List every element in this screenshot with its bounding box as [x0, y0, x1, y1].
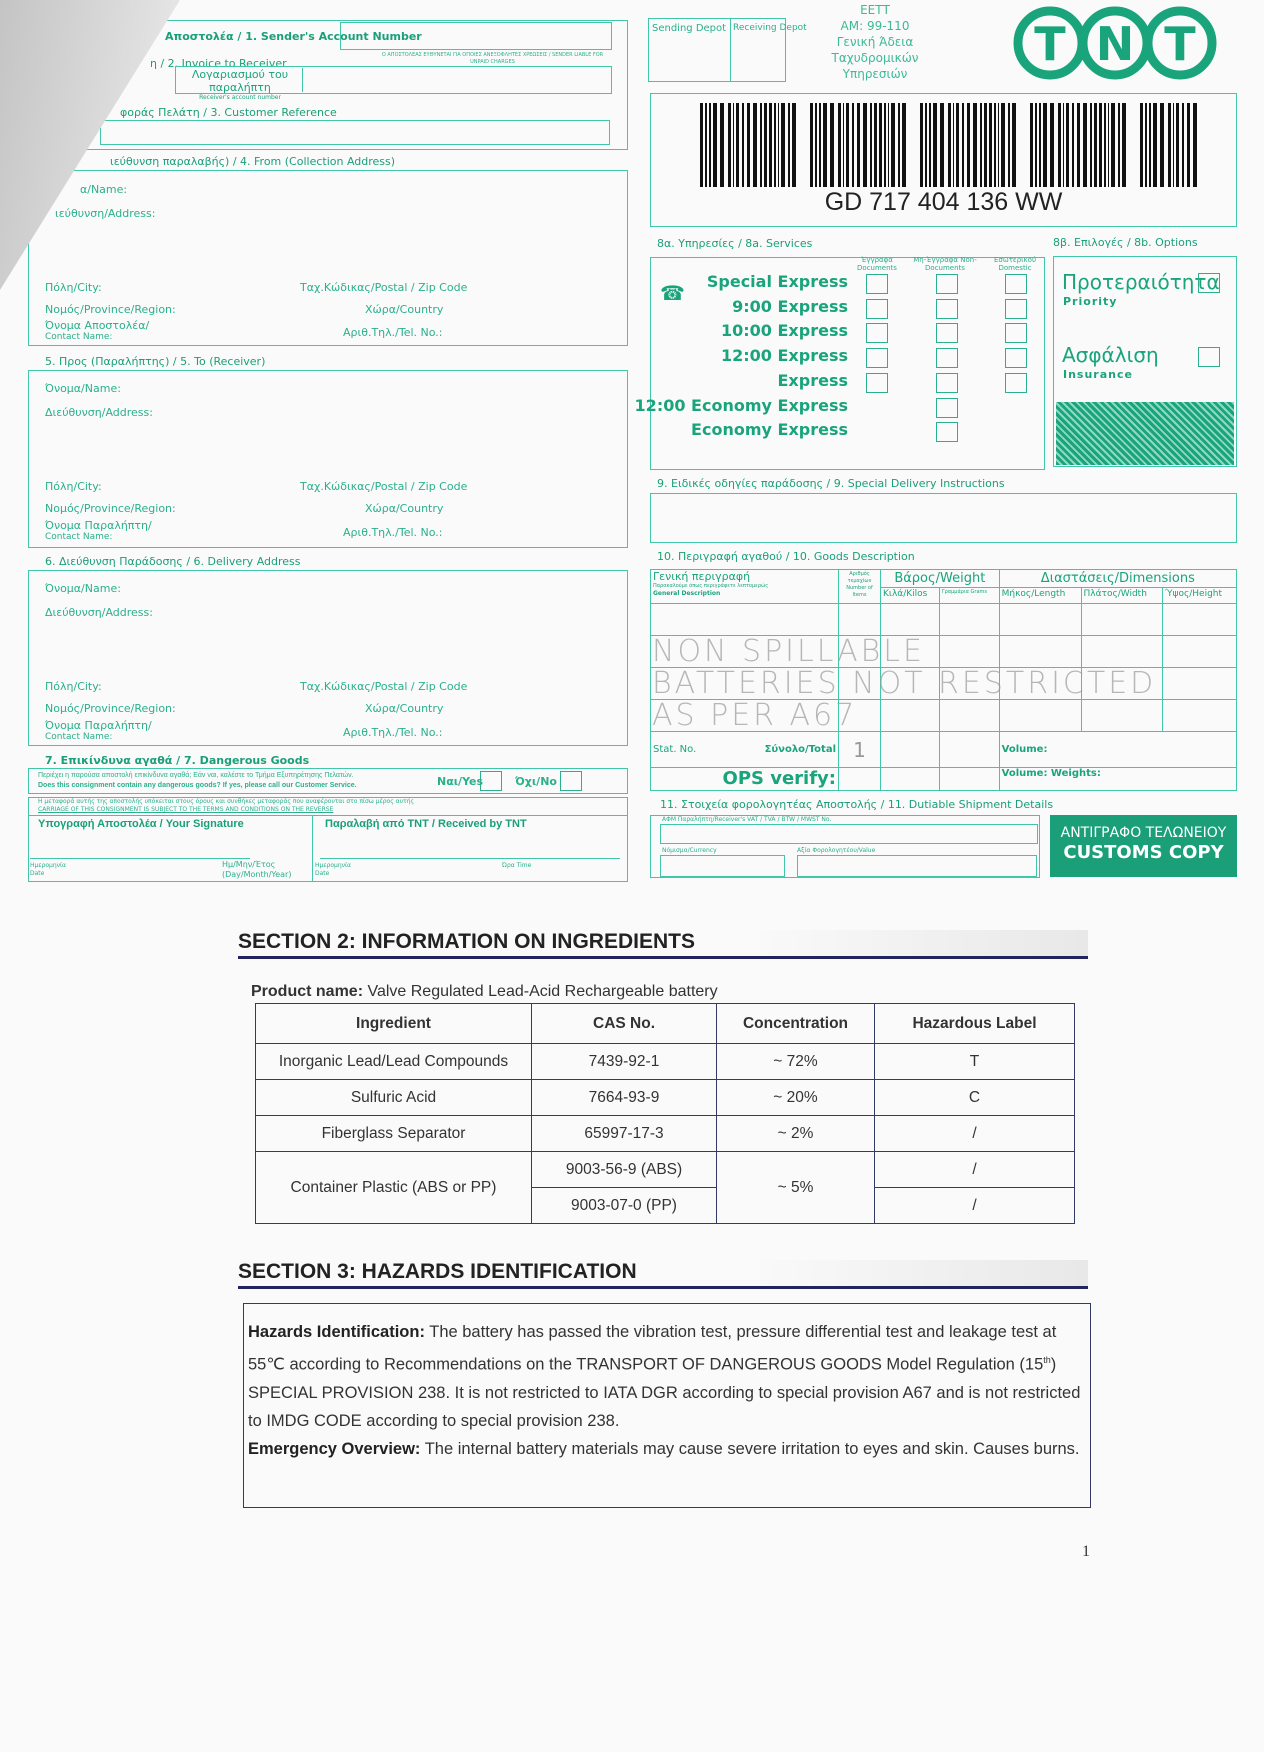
barcode-bar	[940, 103, 944, 187]
barcode-bar	[929, 103, 931, 187]
column-header: CAS No.	[532, 1004, 717, 1044]
sending-depot-label: Sending Depot	[652, 23, 727, 34]
dangerous-label: 7. Επικίνδυνα αγαθά / 7. Dangerous Goods	[45, 754, 310, 767]
col-documents: Έγγραφα Documents	[857, 256, 897, 272]
general-desc-label: Γενική περιγραφή	[653, 570, 751, 583]
ops-verify-label: OPS verify:	[651, 768, 839, 791]
barcode-bar	[846, 103, 849, 187]
barcode-bar	[994, 103, 996, 187]
barcode-bar	[879, 103, 882, 187]
from-label: ιεύθυνση παραλαβής) / 4. From (Collection Address)	[110, 155, 396, 168]
from-name-label: α/Name:	[80, 183, 128, 196]
service-checkbox[interactable]	[866, 274, 888, 294]
table-row	[256, 1152, 1075, 1188]
to-city-label: Πόλη/City:	[45, 480, 102, 493]
cas-cell: 65997-17-3	[532, 1116, 717, 1152]
goods-label: 10. Περιγραφή αγαθού / 10. Goods Description	[657, 550, 915, 563]
dmy-label: Ημ/Μην/Έτος (Day/Month/Year)	[222, 860, 292, 879]
special-instructions-label: 9. Ειδικές οδηγίες παράδοσης / 9. Special Delivery Instructions	[657, 477, 1005, 490]
customer-ref-input[interactable]	[100, 120, 610, 145]
barcode-bar	[728, 103, 731, 187]
service-9-00-express: 9:00 Express	[732, 296, 848, 316]
dutiable-label: 11. Στοιχεία φορολογητέας Αποστολής / 11. Dutiable Shipment Details	[660, 798, 1054, 811]
barcode-bar	[736, 103, 739, 187]
from-contact-en: Contact Name:	[45, 332, 113, 342]
date-label: Ημερομηνία Date	[30, 862, 67, 877]
barcode-bar	[998, 103, 999, 187]
service-checkbox[interactable]	[936, 398, 958, 418]
barcode-bar	[819, 103, 821, 187]
service-checkbox[interactable]	[1005, 299, 1027, 319]
barcode-bar	[810, 103, 813, 187]
service-checkbox[interactable]	[866, 323, 888, 343]
hazards-box	[243, 1303, 1091, 1508]
service-checkbox[interactable]	[936, 373, 958, 393]
signature-label: Υπογραφή Αποστολέα / Your Signature	[38, 818, 244, 830]
service-checkbox[interactable]	[1005, 274, 1027, 294]
length-header: Μήκος/Length	[999, 588, 1081, 604]
stat-no-label: Stat. No.	[653, 744, 697, 755]
barcode-bar	[760, 103, 762, 187]
sender-liable-note: Ο ΑΠΟΣΤΟΛΕΑΣ ΕΥΘΥΝΕΤΑΙ ΓΙΑ ΟΠΟΙΕΣ ΑΝΕΞΟΦΛΗΤΕΣ ΧΡΕΩΣΕΙΣ / SENDER LIABLE FOR UNPAID CHARGES	[381, 52, 604, 65]
received-by-label: Παραλαβή από TNT / Received by TNT	[325, 818, 527, 830]
service-12-00-economy-express: 12:00 Economy Express	[634, 395, 848, 415]
barcode-bar	[1039, 103, 1041, 187]
priority-en: Priority	[1063, 295, 1118, 308]
receiver-account-gr: Λογαριασμού του παραλήπτη	[191, 68, 289, 94]
concentration-cell: ~ 20%	[717, 1080, 875, 1116]
to-contact-en: Contact Name:	[45, 532, 113, 542]
hazards-label: Hazards Identification:	[248, 1323, 425, 1341]
delivery-contact-en: Contact Name:	[45, 732, 113, 742]
hazards-text-2: ) SPECIAL PROVISION 238. It is not restricted to IATA DGR according to special provision A67 and is not restricted to IMDG CODE according to special provision 238.	[248, 1355, 1081, 1430]
priority-label: Προτεραιότητα	[1062, 270, 1220, 294]
customs-copy-gr: ΑΝΤΙΓΡΑΦΟ ΤΕΛΩΝΕΙΟΥ	[1060, 825, 1227, 841]
service-checkbox[interactable]	[866, 373, 888, 393]
concentration-cell: ~ 5%	[717, 1152, 875, 1224]
license-line: ΕΕΤΤ	[860, 3, 890, 17]
customs-copy-badge	[1050, 815, 1237, 877]
column-header: Concentration	[717, 1004, 875, 1044]
from-postal-label: Ταχ.Κώδικας/Postal / Zip Code	[300, 281, 468, 294]
svg-text:N: N	[1095, 17, 1135, 71]
delivery-tel-label: Αριθ.Τηλ./Tel. No.:	[343, 726, 443, 739]
volume-weights-label: Volume: Weights:	[999, 768, 1236, 791]
license-line: Ταχυδρομικών	[831, 51, 919, 65]
barcode-bar	[1140, 103, 1143, 187]
delivery-country-label: Χώρα/Country	[365, 702, 444, 715]
barcode-bar	[863, 103, 867, 187]
insurance-label: Ασφάλιση	[1062, 343, 1159, 367]
hazard-label-cell: /	[875, 1188, 1075, 1224]
barcode-bar	[830, 103, 834, 187]
license-line: Υπηρεσιών	[842, 67, 908, 81]
barcode-bar	[973, 103, 977, 187]
handwritten-line: AS PER A67	[652, 698, 858, 733]
barcode-bar	[925, 103, 927, 187]
service-checkbox[interactable]	[866, 299, 888, 319]
received-line[interactable]	[320, 858, 620, 859]
receiver-account-en: Receiver's account number	[199, 94, 281, 101]
barcode-bar	[1118, 103, 1120, 187]
barcode-bar	[843, 103, 844, 187]
product-name	[251, 982, 718, 1001]
table-row	[256, 1116, 1075, 1152]
delivery-city-label: Πόλη/City:	[45, 680, 102, 693]
cas-cell: 7439-92-1	[532, 1044, 717, 1080]
no-label: Όχι/No	[515, 775, 557, 788]
total-items-value: 1	[839, 732, 881, 768]
barcode-bar	[1111, 103, 1115, 187]
customs-copy-en: CUSTOMS COPY	[1063, 842, 1224, 863]
barcode-bar	[1104, 103, 1106, 187]
service-checkbox[interactable]	[936, 348, 958, 368]
service-checkbox[interactable]	[866, 348, 888, 368]
barcode-bar	[1012, 103, 1016, 187]
volume-label: Volume:	[999, 732, 1236, 768]
barcode-bar	[709, 103, 711, 187]
service-express: Express	[777, 370, 848, 390]
to-address-label: Διεύθυνση/Address:	[45, 406, 153, 419]
svg-text:T: T	[1034, 17, 1066, 71]
barcode-bar	[700, 103, 703, 187]
license-line: Γενική Άδεια	[836, 35, 914, 49]
barcode-bar	[874, 103, 877, 187]
barcode-bar	[753, 103, 757, 187]
barcode-bar	[815, 103, 817, 187]
ingredients-table	[255, 1003, 1075, 1224]
hazard-label-cell: C	[875, 1080, 1075, 1116]
barcode-bar	[1090, 103, 1092, 187]
barcode-bar	[1160, 103, 1164, 187]
weight-header: Βάρος/Weight	[881, 570, 1000, 588]
barcode-bar	[1072, 103, 1074, 187]
concentration-cell: ~ 2%	[717, 1116, 875, 1152]
service-checkbox[interactable]	[1005, 323, 1027, 343]
barcode-bar	[1108, 103, 1109, 187]
barcode-bar	[902, 103, 906, 187]
to-name-label: Όνομα/Name:	[45, 382, 121, 395]
section-3-title: SECTION 3: HAZARDS IDENTIFICATION	[238, 1260, 1088, 1289]
barcode-bar	[888, 103, 889, 187]
barcode-bar	[980, 103, 982, 187]
barcode-bar	[989, 103, 992, 187]
currency-input[interactable]	[660, 855, 785, 877]
service-10-00-express: 10:00 Express	[721, 321, 848, 341]
barcode-bar	[1145, 103, 1147, 187]
receiving-depot-label: Receiving Depot	[733, 23, 807, 33]
barcode-bar	[713, 103, 717, 187]
barcode-bar	[857, 103, 860, 187]
barcode-bar	[1168, 103, 1171, 187]
barcode-bar	[1077, 103, 1080, 187]
to-province-label: Νομός/Province/Region:	[45, 502, 176, 515]
barcode-bar	[953, 103, 954, 187]
barcode-bar	[747, 103, 750, 187]
general-desc-en: General Description	[653, 590, 721, 597]
service-checkbox[interactable]	[936, 299, 958, 319]
barcode-bar	[1050, 103, 1054, 187]
divider	[730, 18, 731, 82]
ingredient-cell: Fiberglass Separator	[256, 1116, 532, 1152]
barcode-bar	[1066, 103, 1069, 187]
from-city-label: Πόλη/City:	[45, 281, 102, 294]
barcode-bar	[778, 103, 779, 187]
dangerous-yes-checkbox[interactable]	[480, 771, 502, 791]
service-checkbox[interactable]	[1005, 373, 1027, 393]
barcode-bar	[898, 103, 900, 187]
service-checkbox[interactable]	[936, 323, 958, 343]
barcode-bar	[823, 103, 827, 187]
barcode-bar	[792, 103, 796, 187]
from-tel-label: Αριθ.Τηλ./Tel. No.:	[343, 326, 443, 339]
barcode-bar	[1149, 103, 1151, 187]
terms-en: CARRIAGE OF THIS CONSIGNMENT IS SUBJECT TO THE TERMS AND CONDITIONS ON THE REVERSE	[38, 806, 334, 813]
handwritten-line: BATTERIES NOT RESTRICTED	[652, 666, 1157, 701]
to-postal-label: Ταχ.Κώδικας/Postal / Zip Code	[300, 480, 468, 493]
hazards-sup: th	[1043, 1355, 1051, 1365]
to-contact-label: Όνομα Παραλήπτη/	[45, 519, 152, 532]
barcode-bar	[1122, 103, 1126, 187]
license-text	[825, 2, 925, 82]
dangerous-question-en: Does this consignment contain any dangerous goods? If yes, please call our Customer Service.	[38, 782, 357, 789]
hazard-label-cell: /	[875, 1116, 1075, 1152]
to-label: 5. Προς (Παραλήπτης) / 5. To (Receiver)	[45, 355, 266, 368]
handwritten-line: NON SPILLABLE	[652, 634, 925, 669]
insurance-en: Insurance	[1063, 368, 1133, 381]
service-checkbox[interactable]	[1005, 348, 1027, 368]
from-country-label: Χώρα/Country	[365, 303, 444, 316]
barcode-bar	[781, 103, 785, 187]
barcode-bar	[764, 103, 767, 187]
value-input[interactable]	[797, 855, 1037, 877]
services-label: 8α. Υπηρεσίες / 8a. Services	[657, 237, 813, 250]
product-name-value: Valve Regulated Lead-Acid Rechargeable battery	[367, 983, 718, 1000]
from-address-label: ιεύθυνση/Address:	[55, 207, 156, 220]
security-pattern	[1056, 402, 1234, 465]
barcode-bar	[933, 103, 937, 187]
insurance-checkbox[interactable]	[1198, 347, 1220, 367]
barcode-bar	[1058, 103, 1061, 187]
receiver-account-label	[178, 68, 303, 101]
delivery-label: 6. Διεύθυνση Παράδοσης / 6. Delivery Address	[45, 555, 301, 568]
handwritten-description	[652, 636, 1156, 732]
barcode-bar	[720, 103, 724, 187]
vat-label: ΑΦΜ Παραλήπτη/Receiver's VAT / TVA / BTW / MWST No.	[662, 816, 832, 823]
column-header: Ingredient	[256, 1004, 532, 1044]
priority-checkbox[interactable]	[1198, 273, 1220, 293]
barcode-bar	[1187, 103, 1190, 187]
barcode-bar	[788, 103, 790, 187]
barcode-bar	[1182, 103, 1184, 187]
ingredient-cell: Inorganic Lead/Lead Compounds	[256, 1044, 532, 1080]
phone-icon: ☎	[660, 283, 685, 305]
service-checkbox[interactable]	[936, 274, 958, 294]
barcode-bar	[984, 103, 987, 187]
barcode-bar	[884, 103, 886, 187]
dimensions-header: Διαστάσεις/Dimensions	[999, 570, 1236, 588]
services-list	[634, 270, 848, 460]
width-header: Πλάτος/Width	[1081, 588, 1163, 604]
barcode-bar	[1099, 103, 1102, 187]
barcode-bar	[1193, 103, 1197, 187]
options-label: 8β. Επιλογές / 8b. Options	[1053, 236, 1198, 249]
dangerous-no-checkbox[interactable]	[560, 771, 582, 791]
barcode-bar	[1173, 103, 1174, 187]
items-header: Αριθμός τεμαχίων Number of Items	[839, 570, 881, 604]
barcode-bar	[967, 103, 970, 187]
barcode-bar	[733, 103, 734, 187]
barcode-bar	[1153, 103, 1157, 187]
barcode-bar	[948, 103, 951, 187]
time-label: Ώρα Time	[502, 862, 532, 869]
barcode-bar	[1001, 103, 1005, 187]
total-label: Σύνολο/Total	[764, 744, 836, 755]
delivery-contact-label: Όνομα Παραλήπτη/	[45, 719, 152, 732]
cas-cell: 7664-93-9	[532, 1080, 717, 1116]
license-line: ΑΜ: 99-110	[840, 19, 910, 33]
barcode-bar	[1008, 103, 1010, 187]
column-header: Hazardous Label	[875, 1004, 1075, 1044]
barcode-bar	[1043, 103, 1047, 187]
ingredient-cell: Sulfuric Acid	[256, 1080, 532, 1116]
barcode-bar	[962, 103, 964, 187]
currency-label: Νόμισμα/Currency	[662, 847, 717, 854]
barcode-bar	[1083, 103, 1087, 187]
page-number: 1	[1082, 1543, 1090, 1560]
barcode-bar	[769, 103, 772, 187]
service-economy-express: Economy Express	[691, 420, 848, 440]
value-label: Αξία Φορολογητέου/Value	[797, 847, 876, 854]
col-domestic: Εσωτερικού Domestic	[994, 256, 1036, 272]
table-row	[256, 1044, 1075, 1080]
emergency-label: Emergency Overview:	[248, 1439, 421, 1458]
delivery-postal-label: Ταχ.Κώδικας/Postal / Zip Code	[300, 680, 468, 693]
svg-text:T: T	[1164, 17, 1196, 71]
service-special-express: Special Express	[706, 272, 848, 291]
height-header: Ύψος/Height	[1163, 588, 1237, 604]
delivery-address-label: Διεύθυνση/Address:	[45, 606, 153, 619]
received-date-label: Ημερομηνία Date	[315, 862, 352, 877]
tracking-number: GD 717 404 136 WW	[824, 188, 1063, 216]
divider	[312, 815, 313, 882]
delivery-province-label: Νομός/Province/Region:	[45, 702, 176, 715]
barcode-bar	[891, 103, 895, 187]
barcode	[688, 103, 1198, 187]
dangerous-question-gr: Περιέχει η παρούσα αποστολή επικίνδυνα αγαθά; Εάν ναι, καλέστε το Τμήμα Εξυπηρέτησης Πελατών.	[38, 772, 354, 779]
emergency-text: The internal battery materials may cause severe irritation to eyes and skin. Causes burns.	[420, 1439, 1080, 1458]
terms-gr: Η μεταφορά αυτής της αποστολής υπόκειται στους όρους και συνθήκες μεταφοράς που αναφέρονται στο πίσω μέρος αυτής	[38, 798, 415, 805]
from-province-label: Νομός/Province/Region:	[45, 303, 176, 316]
barcode-bar	[1030, 103, 1033, 187]
special-instructions-input[interactable]	[650, 493, 1237, 543]
concentration-cell: ~ 72%	[717, 1044, 875, 1080]
barcode-bar	[705, 103, 707, 187]
sender-account-input[interactable]	[340, 22, 612, 50]
barcode-bar	[1094, 103, 1097, 187]
hazard-label-cell: T	[875, 1044, 1075, 1080]
signature-line[interactable]	[30, 858, 250, 859]
customer-ref-label: φοράς Πελάτη / 3. Customer Reference	[120, 106, 337, 119]
delivery-name-label: Όνομα/Name:	[45, 582, 121, 595]
hazards-text: The battery has passed the vibration test, pressure differential test and leakage test at 55℃ according to Recommendations on the TRANSPORT OF DANGEROUS GOODS Model Regulation (15	[248, 1323, 1057, 1374]
barcode-bar	[852, 103, 854, 187]
barcode-bar	[870, 103, 872, 187]
service-checkbox[interactable]	[936, 422, 958, 442]
yes-label: Ναι/Yes	[437, 775, 484, 788]
grams-header: Γραμμάρια Grams	[939, 588, 999, 604]
barcode-bar	[1176, 103, 1179, 187]
cas-cell: 9003-07-0 (PP)	[532, 1188, 717, 1224]
service-12-00-express: 12:00 Express	[721, 346, 848, 366]
to-country-label: Χώρα/Country	[365, 502, 444, 515]
barcode-bar	[1063, 103, 1064, 187]
product-name-label: Product name:	[251, 983, 364, 1000]
table-row	[256, 1080, 1075, 1116]
barcode-bar	[956, 103, 959, 187]
divider	[28, 815, 628, 816]
invoice-receiver-label: η / 2. Invoice to Receiver	[150, 57, 287, 70]
cas-cell: 9003-56-9 (ABS)	[532, 1152, 717, 1188]
tnt-logo	[1012, 5, 1218, 86]
from-contact-label: Όνομα Αποστολέα/	[45, 319, 150, 332]
kilos-header: Κιλά/Kilos	[881, 588, 940, 604]
vat-input[interactable]	[660, 824, 1038, 844]
col-non-documents: Μη-Έγγραφα Non-Documents	[913, 256, 977, 272]
barcode-bar	[742, 103, 744, 187]
barcode-bar	[920, 103, 923, 187]
hazard-label-cell: /	[875, 1152, 1075, 1188]
sender-account-label: Αποστολέα / 1. Sender's Account Number	[165, 30, 422, 43]
section-2-title: SECTION 2: INFORMATION ON INGREDIENTS	[238, 930, 1088, 959]
to-tel-label: Αριθ.Τηλ./Tel. No.:	[343, 526, 443, 539]
barcode-bar	[774, 103, 776, 187]
general-desc-sub: Παρακαλούμε όπως περιγράφετε λεπτομερώς	[653, 583, 769, 589]
ingredient-cell: Container Plastic (ABS or PP)	[256, 1152, 532, 1224]
barcode-bar	[838, 103, 841, 187]
barcode-bar	[1035, 103, 1037, 187]
